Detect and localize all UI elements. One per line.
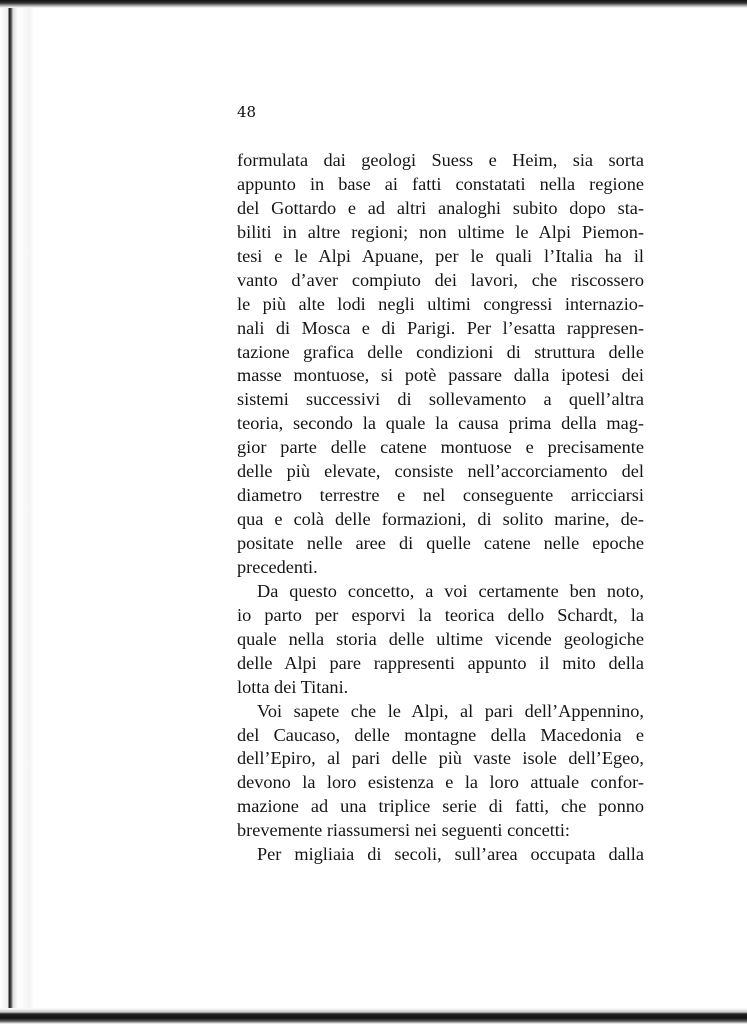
text-line: positate nelle aree di quelle catene nelle epoche <box>237 533 644 553</box>
body-text <box>237 149 644 867</box>
text-line: mazione ad una triplice serie di fatti, che ponno <box>237 796 644 817</box>
text-line: qua e colà delle formazioni, di solito marine, de- <box>237 509 644 530</box>
text-line: tazione grafica delle condizioni di struttura delle <box>237 341 644 362</box>
text-line: delle Alpi pare rappresenti appunto il mito della <box>237 652 644 673</box>
page-number: 48 <box>237 103 257 121</box>
text-line: io parto per esporvi la teorica dello Schardt, la <box>237 604 644 625</box>
text-line: sistemi successivi di sollevamento a quell’altra <box>237 389 644 410</box>
text-line: appunto in base ai fatti constatati nella regione <box>237 173 644 194</box>
text-line: brevemente riassumersi nei seguenti concetti: <box>237 820 571 841</box>
text-line: del Caucaso, delle montagne della Macedonia e <box>237 724 644 745</box>
text-line: quale nella storia delle ultime vicende geologiche <box>237 628 644 649</box>
text-line: devono la loro esistenza e la loro attuale confor- <box>237 772 644 793</box>
scan-left-edge <box>0 0 34 1024</box>
text-line: gior parte delle catene montuose e precisamente <box>237 437 644 458</box>
text-line: tesi e le Alpi Apuane, per le quali l’Italia ha il <box>237 245 644 266</box>
text-line: le più alte lodi negli ultimi congressi internazio- <box>237 293 644 314</box>
text-line: precedenti. <box>237 556 318 577</box>
text-line: del Gottardo e ad altri analoghi subito dopo sta- <box>237 197 644 218</box>
text-line: Per migliaia di secoli, sull’area occupata dalla <box>257 844 644 865</box>
text-line: formulata dai geologi Suess e Heim, sia sorta <box>237 150 644 170</box>
text-line: Voi sapete che le Alpi, al pari dell’Appennino, <box>257 700 644 721</box>
text-line: vanto d’aver compiuto dei lavori, che riscossero <box>237 269 644 290</box>
text-line: lotta dei Titani. <box>237 676 349 697</box>
text-line: delle più elevate, consiste nell’accorciamento del <box>237 461 644 482</box>
text-line: nali di Mosca e di Parigi. Per l’esatta rappresen- <box>237 317 644 338</box>
text-line: dell’Epiro, al pari delle più vaste isole dell’Egeo, <box>237 748 644 769</box>
scan-bottom-edge <box>0 1008 747 1024</box>
text-line: biliti in altre regioni; non ultime le Alpi Piemon- <box>237 221 644 242</box>
text-line: Da questo concetto, a voi certamente ben noto, <box>257 580 644 601</box>
text-line: diametro terrestre e nel conseguente arricciarsi <box>237 485 644 506</box>
text-line: teoria, secondo la quale la causa prima della mag- <box>237 413 644 434</box>
scan-top-edge <box>0 0 747 8</box>
text-line: masse montuose, si potè passare dalla ipotesi dei <box>237 365 644 386</box>
